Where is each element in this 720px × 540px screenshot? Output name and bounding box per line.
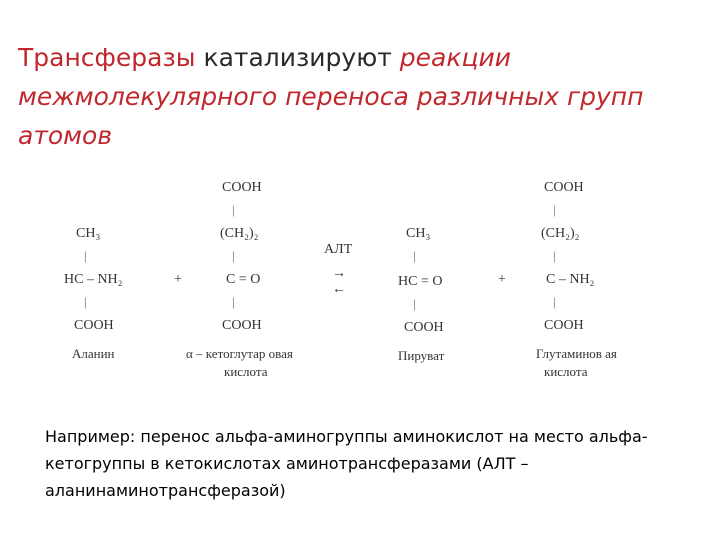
alanine-cooh: COOH (74, 318, 114, 333)
alanine-hc-nh2: HC – NH₂ (64, 272, 123, 287)
alanine-ch3: CH₃ (76, 226, 101, 241)
bond-line: | (413, 248, 416, 263)
ketoglutarate-cooh-bottom: COOH (222, 318, 262, 333)
arrow-forward-icon: → (332, 266, 346, 281)
ketoglutarate-label-2: кислота (224, 364, 268, 379)
glutamate-cooh-top: COOH (544, 180, 584, 195)
example-note: Например: перенос альфа-аминогруппы аминокислот на место альфа-кетогруппы в кетокислотах аминотрансферазами (АЛТ – аланинаминотрансферазой) (45, 427, 648, 500)
ketoglutarate-c-o: C = O (226, 272, 261, 287)
arrow-back-icon: ← (332, 282, 346, 297)
slide-title (18, 38, 708, 155)
bond-line: | (553, 294, 556, 309)
bond-line: | (232, 294, 235, 309)
title-verb: катализируют (195, 43, 400, 72)
bond-line: | (553, 202, 556, 217)
pyruvate-label: Пируват (398, 348, 445, 363)
bond-line: | (413, 296, 416, 311)
plus-sign: + (174, 272, 182, 287)
bond-line: | (232, 202, 235, 217)
pyruvate-ch3: CH₃ (406, 226, 431, 241)
pyruvate-hc-o: HC = O (398, 274, 443, 289)
bond-line: | (84, 294, 87, 309)
glutamate-c-nh2: C – NH₂ (546, 272, 595, 287)
bond-line: | (84, 248, 87, 263)
pyruvate-cooh: COOH (404, 320, 444, 335)
glutamate-cooh-bottom: COOH (544, 318, 584, 333)
ketoglutarate-ch2-chain: (CH₂)₂ (220, 226, 259, 241)
ketoglutarate-cooh-top: COOH (222, 180, 262, 195)
alanine-label: Аланин (72, 346, 115, 361)
bond-line: | (232, 248, 235, 263)
ketoglutarate-label-1: α – кетоглутар овая (186, 346, 293, 361)
glutamate-ch2-chain: (CH₂)₂ (541, 226, 580, 241)
title-term: Трансферазы (18, 43, 196, 72)
reaction-scheme (0, 168, 720, 388)
plus-sign: + (498, 272, 506, 287)
bond-line: | (553, 248, 556, 263)
title-definition: реакции межмолекулярного переноса различных групп атомов (18, 43, 644, 150)
glutamate-label-2: кислота (544, 364, 588, 379)
enzyme-label: АЛТ (324, 242, 353, 257)
glutamate-label-1: Глутаминов ая (536, 346, 617, 361)
